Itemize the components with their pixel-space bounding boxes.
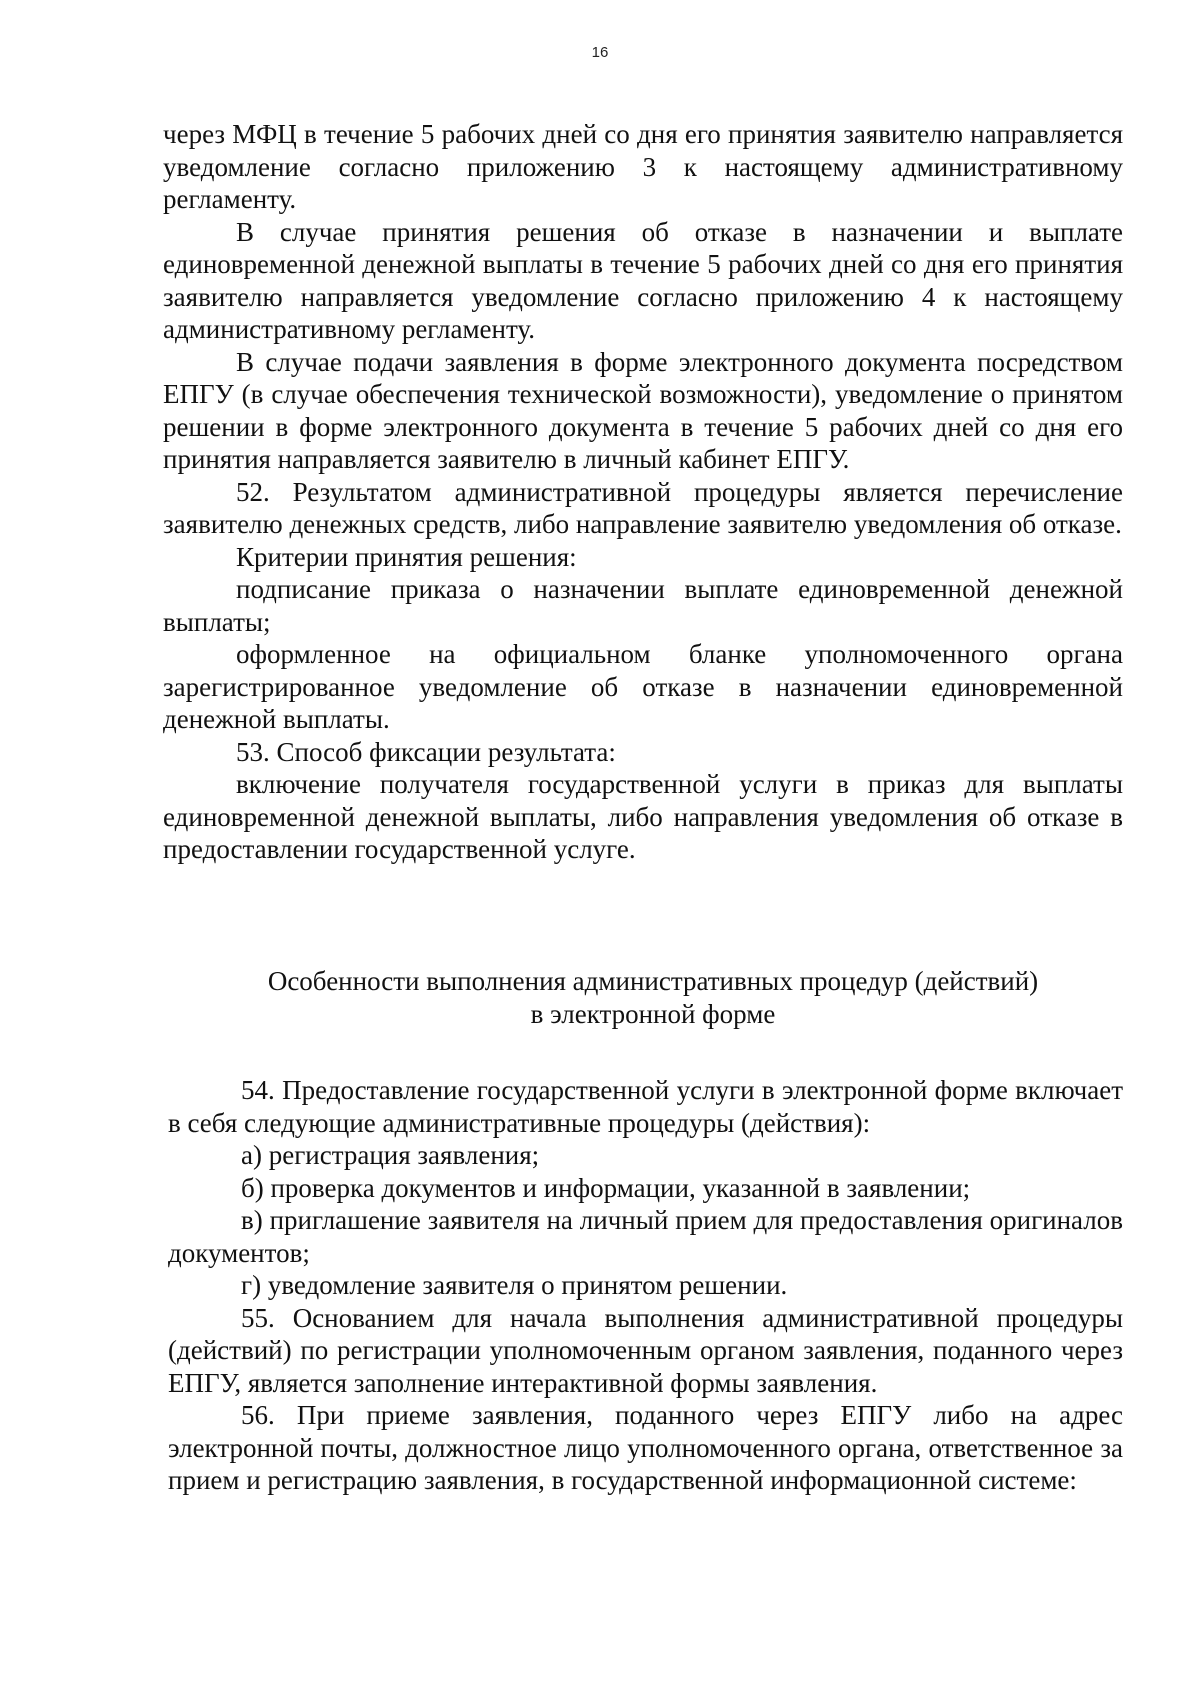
- body-text-block-1: [163, 118, 1123, 866]
- list-item: в) приглашение заявителя на личный прием для предоставления оригиналов документов;: [168, 1205, 1123, 1268]
- paragraph-56: 56. При приеме заявления, поданного через ЕПГУ либо на адрес электронной почты, должностное лицо уполномоченного органа, ответственное за прием и регистрацию заявления, в государственной информационной системе:: [168, 1400, 1123, 1495]
- list-item: а) регистрация заявления;: [241, 1140, 540, 1170]
- paragraph: через МФЦ в течение 5 рабочих дней со дня его принятия заявителю направляется уведомление согласно приложению 3 к настоящему административному регламенту.: [163, 119, 1123, 214]
- section-heading-line-1: Особенности выполнения административных процедур (действий): [267, 966, 1039, 996]
- paragraph: Критерии принятия решения:: [236, 541, 577, 572]
- paragraph-53: 53. Способ фиксации результата:: [236, 736, 616, 767]
- paragraph: В случае принятия решения об отказе в назначении и выплате единовременной денежной выплаты в течение 5 рабочих дней со дня его принятия заявителю направляется уведомление согласно приложению 4 к настоящему административному регламенту.: [163, 216, 1123, 344]
- body-text-block-2: [168, 1074, 1123, 1497]
- paragraph-55: 55. Основанием для начала выполнения административной процедуры (действий) по регистрации уполномоченным органом заявления, поданного через ЕПГУ, является заполнение интерактивной формы заявления.: [168, 1302, 1123, 1398]
- page-number: 16: [591, 44, 609, 61]
- section-heading-line-2: в электронной форме: [530, 998, 776, 1029]
- list-item: б) проверка документов и информации, указанной в заявлении;: [241, 1172, 971, 1203]
- paragraph: оформленное на официальном бланке уполномоченного органа зарегистрированное уведомление об отказе в назначении единовременной денежной выплаты.: [163, 639, 1123, 734]
- paragraph: включение получателя государственной услуги в приказ для выплаты единовременной денежной выплаты, либо направления уведомления об отказе в предоставлении государственной услуге.: [163, 769, 1123, 864]
- paragraph-54: 54. Предоставление государственной услуги в электронной форме включает в себя следующие административные процедуры (действия):: [168, 1075, 1123, 1138]
- section-heading: [163, 965, 1123, 1030]
- paragraph: В случае подачи заявления в форме электронного документа посредством ЕПГУ (в случае обеспечения технической возможности), уведомление о принятом решении в форме электронного документа в течение 5 рабочих дней со дня его принятия направляется заявителю в личный кабинет ЕПГУ.: [163, 346, 1123, 474]
- paragraph: подписание приказа о назначении выплате единовременной денежной выплаты;: [163, 574, 1123, 637]
- paragraph-52: 52. Результатом административной процедуры является перечисление заявителю денежных средств, либо направление заявителю уведомления об отказе.: [163, 476, 1123, 539]
- list-item: г) уведомление заявителя о принятом решении.: [241, 1270, 788, 1300]
